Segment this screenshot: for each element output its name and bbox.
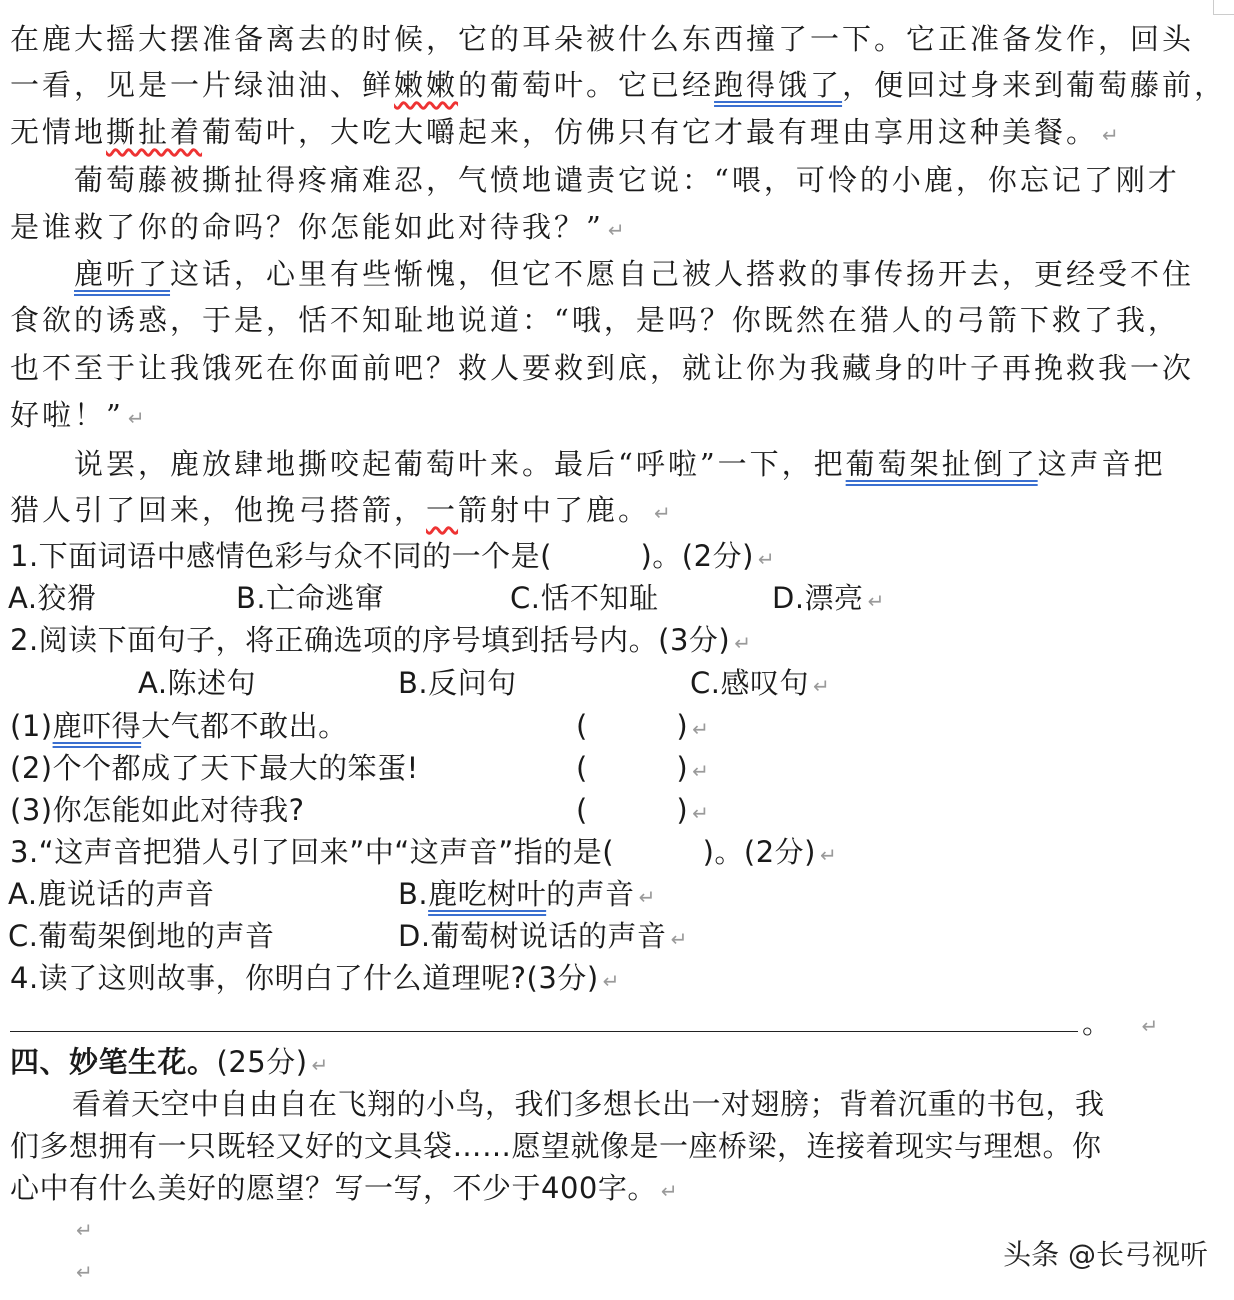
- grammar-mark: 鹿吓得: [52, 709, 142, 743]
- story-line: [10, 297, 1220, 343]
- story-text: 一看，见是一片绿油油、鲜: [10, 68, 395, 102]
- prompt-line: 们多想拥有一只既轻又好的文具袋……愿望就像是一座桥梁，连接着现实与理想。你: [10, 1129, 1102, 1163]
- option-text: C.感叹句: [690, 666, 809, 700]
- paragraph-mark-icon: ↵: [127, 406, 148, 430]
- story-line: [74, 251, 1224, 297]
- story-text: 箭射中了鹿。: [458, 493, 651, 527]
- paragraph-mark-icon: ↵: [670, 927, 688, 951]
- option-text: D.漂亮: [772, 581, 864, 615]
- option-c: [690, 660, 830, 709]
- question-stem: 3.“这声音把猎人引了回来”中“这声音”指的是( )。(2分): [10, 835, 816, 869]
- sentence-number: (1): [10, 709, 53, 743]
- option-c: C.葡萄架倒地的声音: [8, 919, 275, 953]
- option-b: B.亡命逃窜: [236, 581, 385, 615]
- option-b: B.反问句: [398, 666, 517, 700]
- paragraph-mark-icon: ↵: [602, 969, 620, 993]
- story-line: [10, 62, 1227, 108]
- paragraph-mark-icon: ↵: [819, 843, 838, 867]
- grammar-mark: 葡萄架扯倒了: [845, 447, 1038, 481]
- paragraph-mark-icon: ↵: [660, 1179, 679, 1203]
- story-line: [10, 487, 1220, 536]
- answer-paren: ( ): [576, 709, 689, 743]
- paragraph-mark-icon: ↵: [654, 501, 674, 525]
- story-text: 猎人引了回来，他挽弓搭箭，: [10, 493, 427, 527]
- option-a: A.鹿说话的声音: [8, 877, 215, 911]
- story-text: 也不至于让我饿死在你面前吧？救人要救到底，就让你为我藏身的叶子再挽救我一次: [10, 351, 1195, 385]
- question-stem: 1.下面词语中感情色彩与众不同的一个是( )。(2分): [10, 539, 754, 573]
- story-line: [74, 157, 1224, 203]
- story-text: 是谁救了你的命吗？你怎能如此对待我？”: [10, 210, 604, 244]
- section-title: 四、妙笔生花。: [10, 1045, 217, 1079]
- paragraph-mark-icon: ↵: [1102, 123, 1122, 147]
- question-stem: 4.读了这则故事，你明白了什么道理呢?(3分): [10, 961, 599, 995]
- story-text: 好啦！”: [10, 398, 124, 432]
- paragraph-mark-icon: ↵: [867, 589, 885, 613]
- story-text: 食欲的诱惑，于是，恬不知耻地说道：“哦，是吗？你既然在猎人的弓箭下救了我，: [10, 303, 1180, 337]
- story-text: 葡萄叶，大吃大嚼起来，仿佛只有它才最有理由享用这种美餐。: [202, 115, 1099, 149]
- sentence-text: 大气都不敢出。: [141, 709, 348, 743]
- prompt-line: [10, 1165, 1220, 1214]
- sentence-2: (2)个个都成了天下最大的笨蛋!: [10, 751, 419, 785]
- story-line: [10, 16, 1220, 62]
- story-line: [10, 392, 1220, 441]
- prompt-line: 看着天空中自由自在飞翔的小鸟，我们多想长出一对翅膀；背着沉重的书包，我: [72, 1087, 1105, 1121]
- story-text: ，便回过身来到葡萄藤前，: [842, 68, 1227, 102]
- story-text: 的葡萄叶。它已经: [458, 68, 715, 102]
- paragraph-mark-icon: ↵: [692, 717, 710, 741]
- sentence-1: [10, 703, 348, 749]
- paragraph-mark-icon: ↵: [812, 674, 831, 698]
- option-letter: B.: [398, 877, 429, 911]
- story-text: 这声音把: [1037, 447, 1166, 481]
- paragraph-mark-icon: ↵: [607, 218, 628, 242]
- watermark: 头条 @长弓视听: [1003, 1238, 1208, 1271]
- spelling-mark: 嫩嫩: [394, 68, 459, 102]
- option-c: C.恬不知耻: [510, 581, 659, 615]
- story-text: 说罢，鹿放肆地撕咬起葡萄叶来。最后“呼啦”一下，把: [74, 447, 846, 481]
- option-a: A.陈述句: [138, 666, 257, 700]
- grammar-mark: 跑得饿了: [714, 68, 843, 102]
- question-stem: 2.阅读下面句子，将正确选项的序号填到括号内。(3分): [10, 623, 731, 657]
- story-text: 葡萄藤被撕扯得疼痛难忍，气愤地谴责它说：“喂，可怜的小鹿，你忘记了刚才: [74, 163, 1180, 197]
- story-text: 在鹿大摇大摆准备离去的时候，它的耳朵被什么东西撞了一下。它正准备发作，回头: [10, 22, 1195, 56]
- story-line: [10, 204, 1220, 253]
- spelling-mark: 一: [426, 493, 459, 527]
- grammar-mark: 鹿听了: [74, 257, 171, 291]
- paragraph-mark-icon: ↵: [76, 1260, 93, 1284]
- period-mark: 。: [1082, 1006, 1112, 1040]
- story-line: [10, 109, 1220, 158]
- answer-line[interactable]: [10, 1031, 1078, 1032]
- page-corner-mark: [1213, 0, 1234, 15]
- answer-paren: ( ): [576, 751, 689, 785]
- prompt-text: 心中有什么美好的愿望？写一写，不少于400字。: [10, 1171, 657, 1205]
- story-text: 无情地: [10, 115, 107, 149]
- paragraph-mark-icon: ↵: [1141, 1014, 1159, 1038]
- section-score: (25分): [216, 1045, 308, 1079]
- empty-paragraph: [72, 1218, 93, 1242]
- story-line: [10, 345, 1220, 391]
- option-text: D.葡萄树说话的声音: [398, 919, 667, 953]
- grammar-mark: 鹿吃树叶: [428, 877, 547, 911]
- paragraph-mark-icon: ↵: [311, 1053, 329, 1077]
- paragraph-mark-icon: ↵: [692, 759, 710, 783]
- question-2: [10, 617, 1220, 666]
- question-4: [10, 955, 1220, 1004]
- sentence-3: (3)你怎能如此对待我?: [10, 793, 305, 827]
- option-text: 的声音: [546, 877, 635, 911]
- paragraph-mark-icon: ↵: [692, 801, 710, 825]
- option-a: A.狡猾: [8, 581, 97, 615]
- paragraph-mark-icon: ↵: [757, 547, 776, 571]
- empty-paragraph: [72, 1260, 93, 1284]
- paragraph-mark-icon: ↵: [638, 885, 656, 909]
- spelling-mark: 撕扯着: [106, 115, 203, 149]
- paragraph-mark-icon: ↵: [76, 1218, 93, 1242]
- story-line: [74, 441, 1224, 487]
- answer-paren: ( ): [576, 793, 689, 827]
- story-text: 这话，心里有些惭愧，但它不愿自己被人搭救的事传扬开去，更经受不住: [170, 257, 1195, 291]
- paragraph-mark-icon: ↵: [734, 631, 752, 655]
